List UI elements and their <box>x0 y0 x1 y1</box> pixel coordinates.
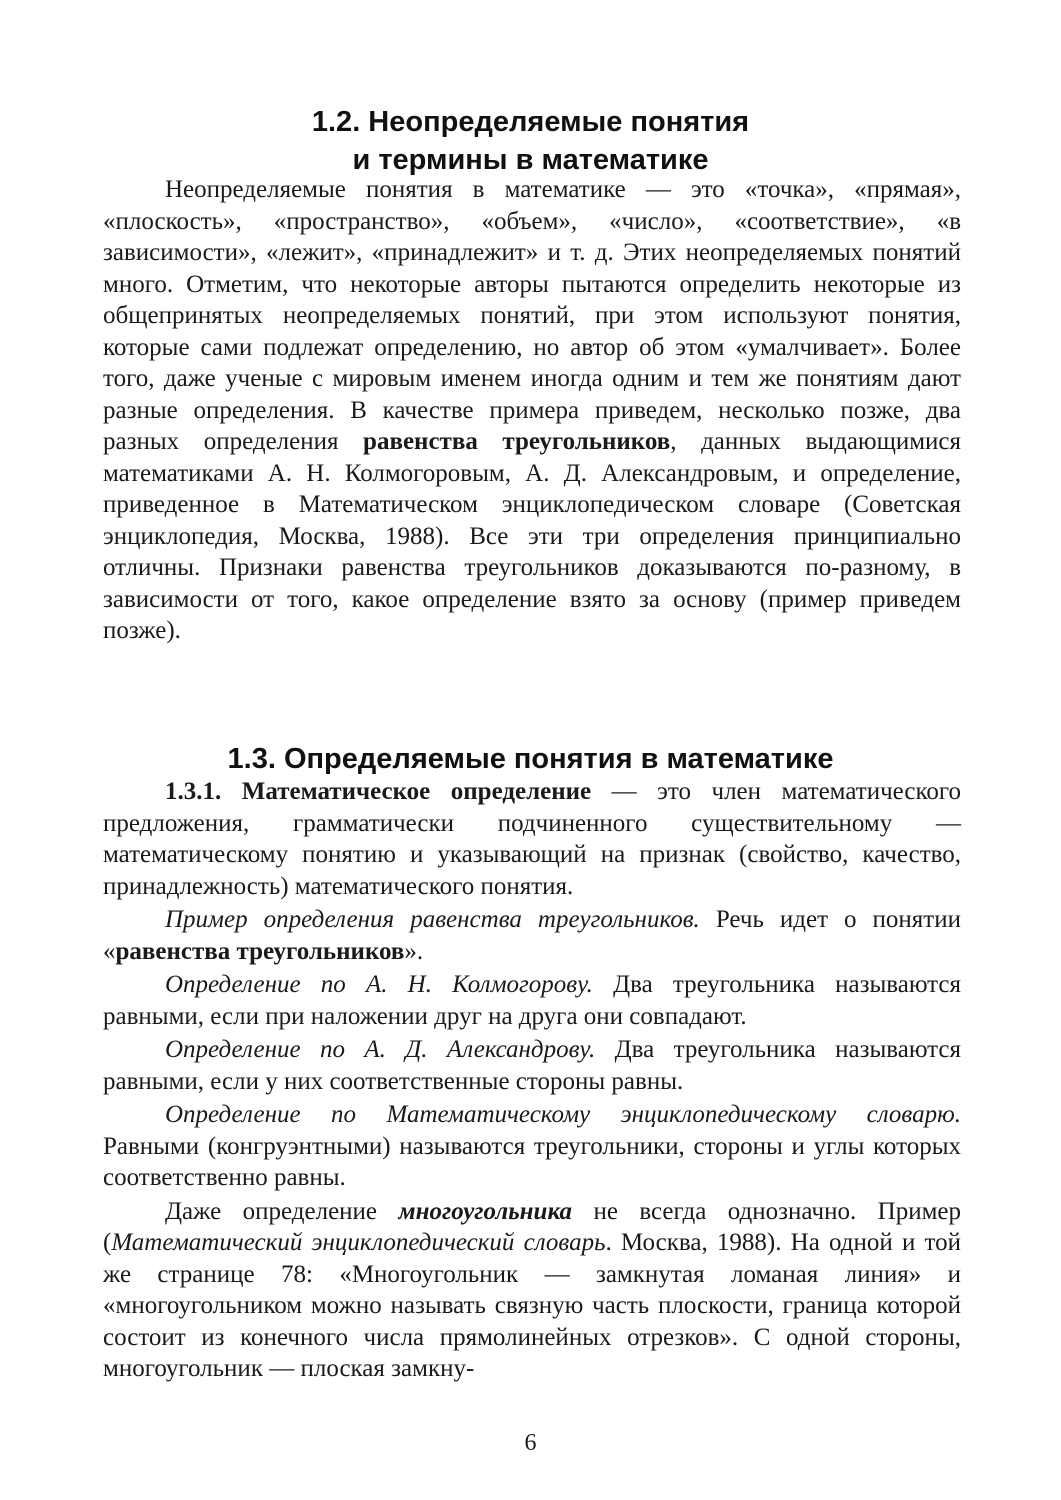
paragraph-text: Равными (конгруэнтными) называются треугольники, стороны и углы которых соответственно равны. <box>103 1132 961 1191</box>
paragraph-text: не всегда однозначно. Пример ( <box>103 1197 961 1256</box>
paragraph-text: ». <box>404 937 424 965</box>
paragraph-polygon <box>103 1196 961 1385</box>
section-1-2-heading-line2: и термины в математике <box>352 144 709 177</box>
paragraph-undefined-concepts <box>103 174 961 647</box>
bold-italic-term: многоугольника <box>398 1197 572 1225</box>
italic-lead: Пример определения равенства треугольников. <box>165 906 700 933</box>
italic-lead: Определение по А. Д. Александрову. <box>165 1036 596 1063</box>
paragraph-alexandrov-definition <box>103 1034 961 1097</box>
paragraph-dictionary-definition <box>103 1099 961 1194</box>
paragraph-text: , данных выдающимися математиками А. Н. Колмогоровым, А. Д. Александровым, и определение, приведенное в Математическом энциклопедическом словаре (Советская энциклопедия, Москва, 1988). Все эти три определения принципиально отличны. Признаки равенства треугольников доказываются по-разному, в зависимости от того, какое определение взято за основу (пример приведем позже). <box>103 428 962 644</box>
paragraph-example <box>103 904 961 967</box>
paragraph-text: Даже определение <box>165 1197 399 1225</box>
section-1-2-heading-line1: 1.2. Неопределяемые понятия <box>311 106 750 139</box>
bold-term: 1.3.1. Математическое определение <box>165 778 592 805</box>
italic-lead: Определение по Математическому энциклопедическому словарю. <box>165 1101 961 1128</box>
page-number: 6 <box>524 1430 537 1456</box>
paragraph-kolmogorov-definition <box>103 969 961 1032</box>
section-1-3-body <box>103 776 961 1385</box>
paragraph-text: . Москва, 1988). На одной и той же странице 78: «Многоугольник — замкнутая ломаная линия» и «многоугольником можно называть связную часть плоскости, граница которой состоит из конечного числа прямолинейных отрезков». С одной стороны, многоугольник — плоская замкну- <box>103 1229 961 1382</box>
paragraph-math-definition <box>103 776 961 902</box>
section-1-2-body <box>103 174 961 647</box>
section-1-3-heading: 1.3. Определяемые понятия в математике <box>227 743 834 776</box>
paragraph-text: Речь идет о понятии « <box>103 906 961 965</box>
italic-lead: Определение по А. Н. Колмогорову. <box>165 971 593 998</box>
paragraph-text: Два треугольника называются равными, если при наложении друг на друга они совпадают. <box>103 971 961 1030</box>
bold-term: равенства треугольников <box>115 937 405 965</box>
bold-term: равенства треугольников <box>363 428 671 455</box>
paragraph-text: Два треугольника называются равными, если у них соответственные стороны равны. <box>103 1036 961 1095</box>
section-1-2-heading <box>100 103 961 179</box>
italic-citation: Математический энциклопедический словарь <box>111 1229 606 1256</box>
paragraph-text: — это член математического предложения, грамматически подчиненного существительному — математическому понятию и указывающий на признак (свойство, качество, принадлежность) математического понятия. <box>103 778 961 900</box>
paragraph-text: Неопределяемые понятия в математике — это «точка», «прямая», «плоскость», «пространство», «объем», «число», «соответствие», «в зависимости», «лежит», «принадлежит» и т. д. Этих неопределяемых понятий много. Отметим, что некоторые авторы пытаются определить некоторые из общепринятых неопределяемых понятий, при этом используют понятия, которые сами подлежат определению, но автор об этом «умалчивает». Более того, даже ученые с мировым именем иногда одним и тем же понятиям дают разные определения. В качестве примера приведем, несколько позже, два разных определения <box>103 176 961 455</box>
